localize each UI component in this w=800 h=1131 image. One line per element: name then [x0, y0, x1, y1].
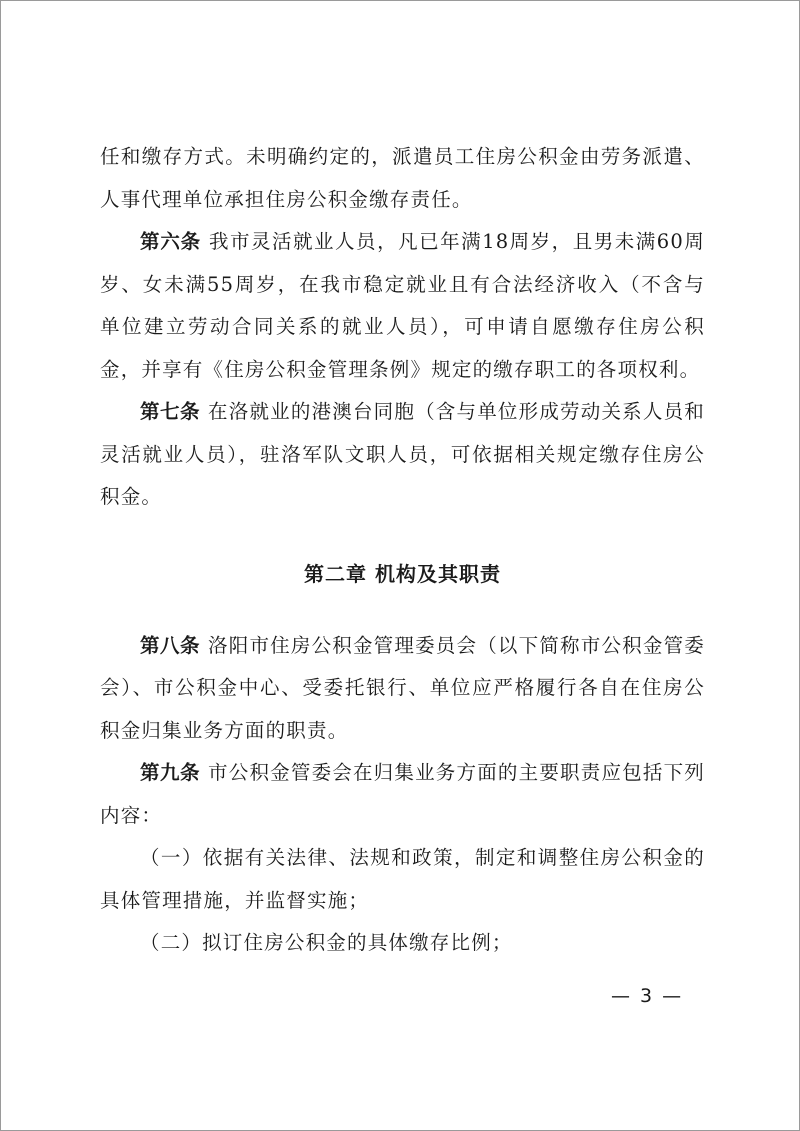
- article-7-label: 第七条: [140, 400, 201, 423]
- chapter-heading: 第二章 机构及其职责: [304, 561, 501, 586]
- article-6: [100, 221, 705, 391]
- article-7: [100, 391, 705, 519]
- article-9: [100, 752, 705, 837]
- list-item-2: （二）拟订住房公积金的具体缴存比例；: [140, 931, 513, 954]
- article-7-text: 在洛就业的港澳台同胞（含与单位形成劳动关系人员和灵活就业人员），驻洛军队文职人员，可依据相关规定缴存住房公积金。: [100, 400, 705, 508]
- article-8: [100, 625, 705, 753]
- article-6-label: 第六条: [140, 230, 201, 253]
- article-6-text: 我市灵活就业人员，凡已年满18周岁，且男未满60周岁、女未满55周岁，在我市稳定就业且有合法经济收入（不含与单位建立劳动合同关系的就业人员），可申请自愿缴存住房公积金，并享有《住房公积金管理条例》规定的缴存职工的各项权利。: [100, 230, 705, 381]
- list-item-1: （一）依据有关法律、法规和政策，制定和调整住房公积金的具体管理措施，并监督实施；: [100, 846, 705, 912]
- article-8-text: 洛阳市住房公积金管理委员会（以下简称市公积金管委会）、市公积金中心、受委托银行、单位应严格履行各自在住房公积金归集业务方面的职责。: [100, 633, 705, 742]
- page-number: — 3 —: [611, 985, 684, 1007]
- article-9-text: 市公积金管委会在归集业务方面的主要职责应包括下列内容：: [100, 761, 705, 827]
- document-body: [100, 136, 705, 965]
- article-9-label: 第九条: [140, 761, 201, 784]
- paragraph-continuation: 任和缴存方式。未明确约定的，派遣员工住房公积金由劳务派遣、人事代理单位承担住房公积金缴存责任。: [100, 145, 705, 211]
- article-8-label: 第八条: [140, 633, 201, 657]
